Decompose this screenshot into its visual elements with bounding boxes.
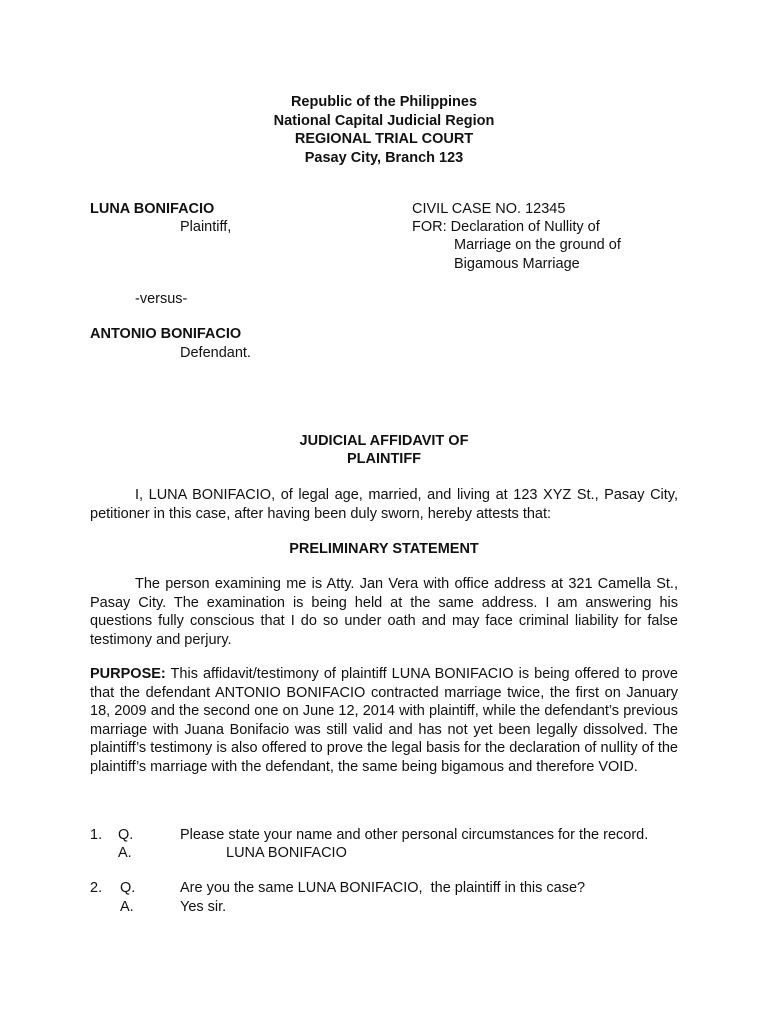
case-subject-line3: Bigamous Marriage xyxy=(454,256,580,272)
answer-label: A. xyxy=(120,899,134,915)
question-label: Q. xyxy=(120,880,136,896)
answer-label: A. xyxy=(118,845,132,861)
purpose-paragraph xyxy=(90,665,678,776)
court-header xyxy=(0,93,768,167)
header-region: National Capital Judicial Region xyxy=(273,112,495,129)
preliminary-heading: PRELIMINARY STATEMENT xyxy=(289,541,479,557)
versus-label: -versus- xyxy=(135,291,188,307)
header-branch: Pasay City, Branch 123 xyxy=(304,149,464,166)
question-text: Please state your name and other personal circumstances for the record. xyxy=(180,827,649,843)
plaintiff-name: LUNA BONIFACIO xyxy=(90,201,215,217)
qa-number: 1. xyxy=(90,827,103,843)
case-subject-line2: Marriage on the ground of xyxy=(454,237,621,253)
affidavit-title-line2: PLAINTIFF xyxy=(346,451,422,467)
answer-text: Yes sir. xyxy=(180,899,227,915)
preliminary-text: The person examining me is Atty. Jan Vera with office address at 321 Camella St., Pasay City. The examination is being held at the same address. I am answering his questions fully conscious that I do so under oath and may face criminal liability for false testimony and perjury. xyxy=(90,576,678,648)
header-court: REGIONAL TRIAL COURT xyxy=(294,131,474,147)
header-republic: Republic of the Philippines xyxy=(290,94,478,110)
intro-paragraph xyxy=(90,486,678,523)
question-text: Are you the same LUNA BONIFACIO, the plaintiff in this case? xyxy=(180,880,586,896)
qa-number: 2. xyxy=(90,880,103,896)
answer-text: LUNA BONIFACIO xyxy=(226,845,347,861)
affidavit-title-line1: JUDICIAL AFFIDAVIT OF xyxy=(299,433,469,449)
preliminary-paragraph xyxy=(90,575,678,649)
defendant-role: Defendant. xyxy=(180,345,251,361)
intro-text: I, LUNA BONIFACIO, of legal age, married, and living at 123 XYZ St., Pasay City, petitioner in this case, after having been duly sworn, hereby attests that: xyxy=(90,487,678,522)
defendant-name: ANTONIO BONIFACIO xyxy=(90,326,242,342)
plaintiff-role: Plaintiff, xyxy=(180,219,232,235)
case-subject-line1: FOR: Declaration of Nullity of xyxy=(412,219,600,235)
purpose-label: PURPOSE: xyxy=(90,666,166,682)
civil-case-number: CIVIL CASE NO. 12345 xyxy=(412,201,566,217)
purpose-text: This affidavit/testimony of plaintiff LUNA BONIFACIO is being offered to prove that the defendant ANTONIO BONIFACIO contracted marriage twice, the first on January 18, 2009 and the second one on June 12, 2014 with plaintiff, while the defendant’s previous marriage with Juana Bonifacio was still valid and has not yet been legally dissolved. The plaintiff’s testimony is also offered to prove the legal basis for the declaration of nullity of the plaintiff’s marriage with the defendant, the same being bigamous and therefore VOID. xyxy=(90,666,678,775)
question-label: Q. xyxy=(118,827,134,843)
